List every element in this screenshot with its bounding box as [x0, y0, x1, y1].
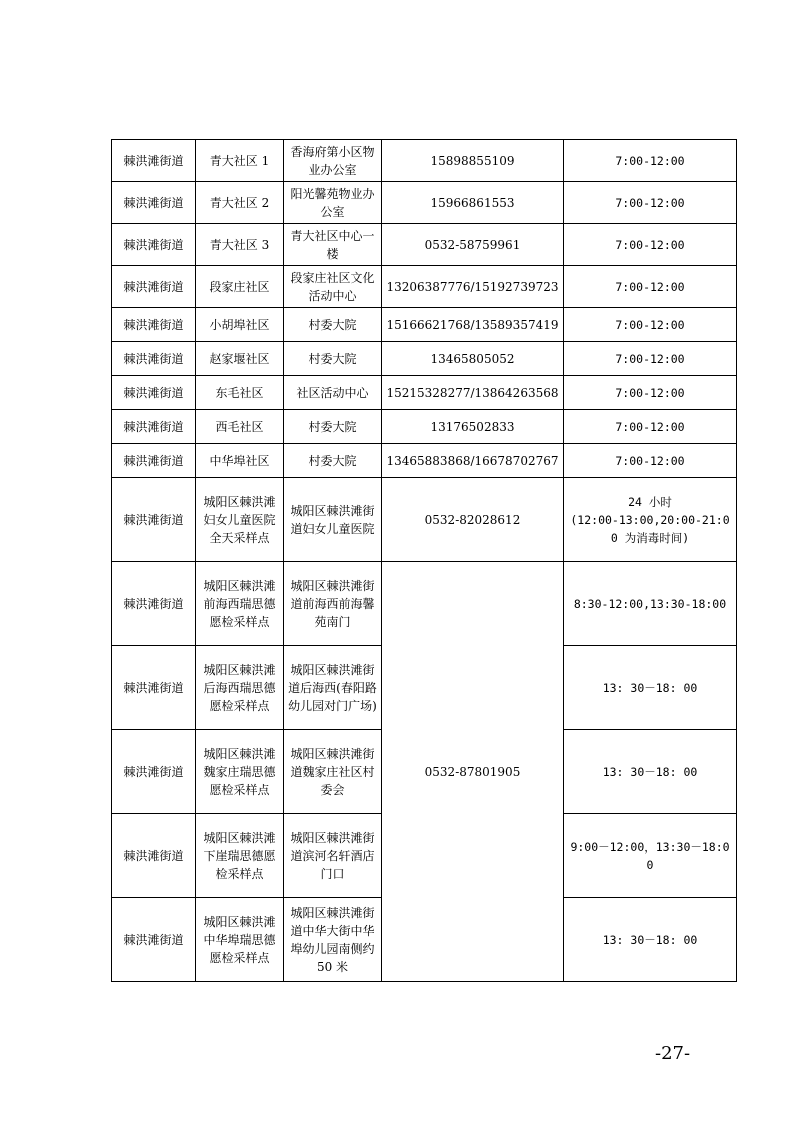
community-cell: 城阳区棘洪滩后海西瑞思德愿检采样点	[196, 646, 284, 730]
table-row	[112, 342, 737, 376]
phone-cell: 13206387776/15192739723	[382, 266, 564, 308]
hours-cell: 7:00-12:00	[564, 266, 737, 308]
phone-cell: 0532-58759961	[382, 224, 564, 266]
community-cell: 城阳区棘洪滩妇女儿童医院全天采样点	[196, 478, 284, 562]
phone-cell: 13176502833	[382, 410, 564, 444]
street-cell: 棘洪滩街道	[112, 308, 196, 342]
street-cell: 棘洪滩街道	[112, 730, 196, 814]
hours-note: (12:00-13:00,20:00-21:00 为消毒时间)	[570, 512, 730, 545]
phone-cell: 0532-87801905	[382, 562, 564, 982]
street-cell: 棘洪滩街道	[112, 478, 196, 562]
hours-cell	[564, 478, 737, 562]
street-cell: 棘洪滩街道	[112, 140, 196, 182]
community-cell: 西毛社区	[196, 410, 284, 444]
location-cell: 阳光馨苑物业办公室	[284, 182, 382, 224]
hours-cell: 13: 30－18: 00	[564, 730, 737, 814]
location-cell: 城阳区棘洪滩街道前海西前海馨苑南门	[284, 562, 382, 646]
community-cell: 中华埠社区	[196, 444, 284, 478]
hours-cell: 7:00-12:00	[564, 342, 737, 376]
community-cell: 城阳区棘洪滩前海西瑞思德愿检采样点	[196, 562, 284, 646]
hours-cell: 9:00－12:00，13:30－18:00	[564, 814, 737, 898]
street-cell: 棘洪滩街道	[112, 646, 196, 730]
location-cell: 村委大院	[284, 444, 382, 478]
community-cell: 东毛社区	[196, 376, 284, 410]
location-cell: 城阳区棘洪滩街道魏家庄社区村委会	[284, 730, 382, 814]
table-row	[112, 182, 737, 224]
street-cell: 棘洪滩街道	[112, 376, 196, 410]
phone-cell: 15966861553	[382, 182, 564, 224]
hours-cell: 7:00-12:00	[564, 410, 737, 444]
hours-cell: 13: 30－18: 00	[564, 898, 737, 982]
hours-cell: 7:00-12:00	[564, 444, 737, 478]
sampling-sites-table	[111, 139, 737, 982]
location-cell: 村委大院	[284, 342, 382, 376]
street-cell: 棘洪滩街道	[112, 898, 196, 982]
street-cell: 棘洪滩街道	[112, 410, 196, 444]
table-row	[112, 224, 737, 266]
street-cell: 棘洪滩街道	[112, 814, 196, 898]
street-cell: 棘洪滩街道	[112, 562, 196, 646]
location-cell: 段家庄社区文化活动中心	[284, 266, 382, 308]
hours-cell: 7:00-12:00	[564, 308, 737, 342]
hours-cell: 13: 30－18: 00	[564, 646, 737, 730]
community-cell: 段家庄社区	[196, 266, 284, 308]
table-row	[112, 266, 737, 308]
hours-cell: 7:00-12:00	[564, 140, 737, 182]
location-cell: 香海府第小区物业办公室	[284, 140, 382, 182]
location-cell: 城阳区棘洪滩街道中华大街中华埠幼儿园南侧约 50 米	[284, 898, 382, 982]
table-row	[112, 140, 737, 182]
phone-cell: 15166621768/13589357419	[382, 308, 564, 342]
community-cell: 城阳区棘洪滩中华埠瑞思德愿检采样点	[196, 898, 284, 982]
phone-cell: 0532-82028612	[382, 478, 564, 562]
hours-cell: 7:00-12:00	[564, 224, 737, 266]
table-row	[112, 478, 737, 562]
page-number: -27-	[655, 1043, 691, 1064]
community-cell: 城阳区棘洪滩魏家庄瑞思德愿检采样点	[196, 730, 284, 814]
hours-main: 24 小时	[628, 494, 672, 509]
community-cell: 青大社区 2	[196, 182, 284, 224]
hours-cell: 7:00-12:00	[564, 182, 737, 224]
hours-cell: 8:30-12:00,13:30-18:00	[564, 562, 737, 646]
phone-cell: 13465883868/16678702767	[382, 444, 564, 478]
community-cell: 赵家堰社区	[196, 342, 284, 376]
location-cell: 城阳区棘洪滩街道后海西(春阳路幼儿园对门广场)	[284, 646, 382, 730]
table-row	[112, 444, 737, 478]
street-cell: 棘洪滩街道	[112, 342, 196, 376]
street-cell: 棘洪滩街道	[112, 266, 196, 308]
community-cell: 城阳区棘洪滩下崖瑞思德愿检采样点	[196, 814, 284, 898]
location-cell: 城阳区棘洪滩街道妇女儿童医院	[284, 478, 382, 562]
phone-cell: 15898855109	[382, 140, 564, 182]
location-cell: 村委大院	[284, 308, 382, 342]
table-row	[112, 308, 737, 342]
phone-cell: 13465805052	[382, 342, 564, 376]
community-cell: 青大社区 1	[196, 140, 284, 182]
street-cell: 棘洪滩街道	[112, 182, 196, 224]
table-row	[112, 562, 737, 646]
location-cell: 城阳区棘洪滩街道滨河名轩酒店门口	[284, 814, 382, 898]
location-cell: 青大社区中心一楼	[284, 224, 382, 266]
table-row	[112, 376, 737, 410]
community-cell: 小胡埠社区	[196, 308, 284, 342]
table-row	[112, 410, 737, 444]
street-cell: 棘洪滩街道	[112, 224, 196, 266]
location-cell: 社区活动中心	[284, 376, 382, 410]
location-cell: 村委大院	[284, 410, 382, 444]
hours-cell: 7:00-12:00	[564, 376, 737, 410]
community-cell: 青大社区 3	[196, 224, 284, 266]
street-cell: 棘洪滩街道	[112, 444, 196, 478]
phone-cell: 15215328277/13864263568	[382, 376, 564, 410]
